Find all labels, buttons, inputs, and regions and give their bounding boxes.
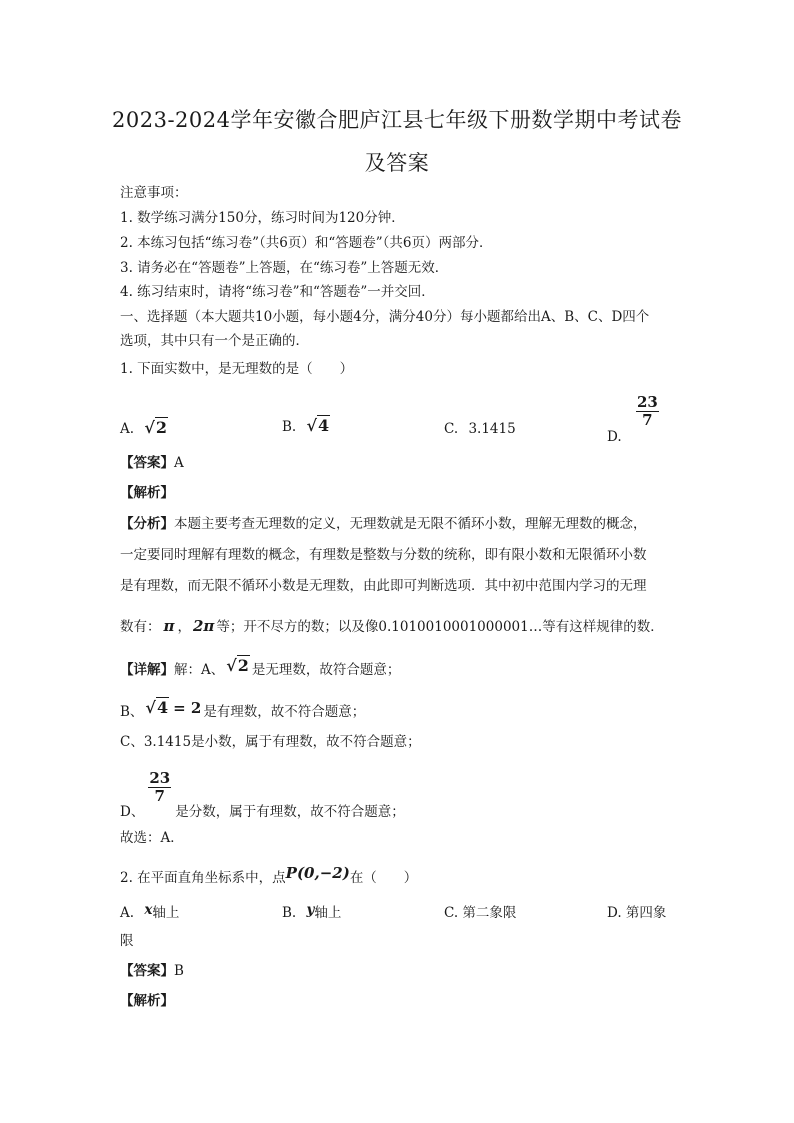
q2-option-b-text: 轴上 [314, 905, 342, 921]
q1-option-b [282, 416, 330, 435]
detail-b-radicand: 4 [156, 698, 169, 717]
q2-option-a-label: A. [120, 905, 135, 921]
fenxi-l4-pre: 数有： [120, 619, 161, 635]
q1-option-d-label: D. [607, 429, 622, 445]
q2-analysis-tag: 【解析】 [120, 993, 174, 1009]
q1-option-b-radicand: 4 [318, 416, 330, 435]
pi-symbol: π [163, 617, 175, 635]
detail-b-equals: = 2 [173, 699, 202, 717]
q1-detail-c: C、3.1415是小数，属于有理数，故不符合题意； [120, 734, 421, 750]
q2-option-d-wrap: 限 [120, 933, 134, 949]
detail-a-pre: 解：A、 [174, 662, 225, 678]
q2-option-c: C. 第二象限 [444, 905, 517, 921]
q1-option-a-label: A. [120, 421, 135, 437]
q2-option-a [120, 901, 179, 921]
q1-option-b-label: B. [282, 419, 297, 435]
detail-a-post: 是无理数，故符合题意； [251, 662, 401, 678]
q1-option-c-value: 3.1415 [468, 421, 516, 437]
q1-option-c [444, 421, 516, 437]
q1-choose: 故选：A． [120, 830, 184, 846]
fenxi-l4-sep: ， [177, 619, 191, 635]
sqrt-symbol: √2 [144, 418, 167, 437]
doc-title-line2: 及答案 [364, 151, 430, 175]
q1-answer [120, 454, 184, 472]
q2-option-b-label: B. [282, 905, 297, 921]
q2-answer [120, 962, 184, 980]
q1-fenxi-line3: 是有理数，而无限不循环小数是无理数，由此即可判断选项．其中初中范围内学习的无理 [120, 578, 647, 594]
fraction-numerator: 23 [149, 769, 171, 787]
q2-option-d: D. 第四象 [607, 905, 667, 921]
q1-option-a-radicand: 2 [155, 418, 167, 437]
sqrt-symbol: √4 [306, 416, 330, 435]
note-item-2: 2. 本练习包括“练习卷”（共6页）和“答题卷”（共6页）两部分． [120, 235, 493, 251]
fenxi-tag: 【分析】 [120, 516, 174, 532]
detail-d-pre: D、 [120, 804, 145, 820]
q2-option-a-var: x [144, 902, 153, 918]
detail-b-pre: B、 [120, 704, 144, 720]
q1-option-d-fraction [636, 394, 659, 429]
q1-option-a [120, 418, 168, 437]
note-item-1: 1. 数学练习满分150分，练习时间为120分钟． [120, 210, 405, 226]
note-item-4: 4. 练习结束时，请将“练习卷”和“答题卷”一并交回． [120, 284, 435, 300]
answer-tag: 【答案】 [120, 455, 174, 471]
q1-fenxi-line1 [120, 515, 647, 533]
q2-answer-value: B [174, 963, 184, 979]
detail-b-post: 是有理数，故不符合题意； [203, 704, 366, 720]
q2-option-a-text: 轴上 [152, 905, 180, 921]
answer-tag: 【答案】 [120, 963, 174, 979]
sqrt-symbol: √2 [226, 656, 249, 675]
q1-fenxi-line2: 一定要同时理解有理数的概念，有理数是整数与分数的统称，即有限小数和无限循环小数 [120, 547, 647, 563]
fraction-denominator: 7 [642, 411, 653, 429]
section1-line1: 一、选择题（本大题共10小题，每小题4分，满分40分）每小题都给出A、B、C、D四个 [120, 309, 650, 325]
fenxi-l4-post: 等；开不尽方的数；以及像0.1010010001000001…等有这样规律的数． [216, 619, 664, 635]
fraction-numerator: 23 [636, 393, 658, 411]
detail-a-radicand: 2 [237, 656, 249, 675]
doc-title-line1: 2023-2024学年安徽合肥庐江县七年级下册数学期中考试卷 [112, 108, 682, 132]
q1-option-c-label: C. [444, 421, 459, 437]
q2-option-b [282, 901, 341, 921]
q1-detail-d [120, 769, 405, 820]
notes-heading: 注意事项： [120, 185, 188, 201]
detail-tag: 【详解】 [120, 662, 174, 678]
q2-stem [120, 864, 418, 887]
fraction-denominator: 7 [154, 787, 165, 805]
q1-detail-b [120, 698, 366, 721]
fenxi-text: 本题主要考查无理数的定义，无理数就是无限不循环小数，理解无理数的概念， [174, 516, 647, 532]
q2-option-b-var: y [306, 902, 315, 918]
detail-d-post: 是分数，属于有理数，故不符合题意； [175, 804, 405, 820]
q1-stem: 1. 下面实数中，是无理数的是（ ） [120, 361, 354, 377]
note-item-3: 3. 请务必在“答题卷”上答题，在“练习卷”上答题无效． [120, 260, 449, 276]
q1-answer-value: A [174, 455, 184, 471]
detail-d-fraction [148, 770, 171, 805]
q1-option-d [607, 393, 659, 445]
section1-line2: 选项，其中只有一个是正确的． [120, 333, 309, 349]
q1-fenxi-line4 [120, 617, 664, 636]
q1-detail-a [120, 656, 401, 679]
q1-analysis-tag: 【解析】 [120, 485, 174, 501]
two-pi-symbol: 2π [192, 617, 215, 635]
q2-stem-pre: 2. 在平面直角坐标系中，点 [120, 870, 286, 886]
sqrt-symbol: √4 [145, 698, 169, 717]
q2-stem-post: 在（ ） [349, 870, 418, 886]
q2-point: P(0,−2) [285, 864, 350, 882]
